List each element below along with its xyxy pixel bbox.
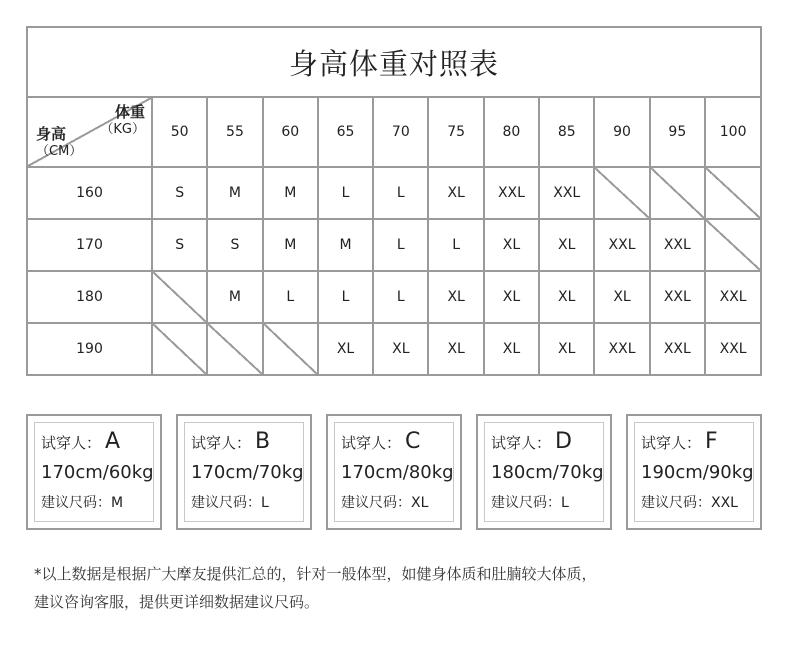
tester-card (626, 414, 762, 530)
weight-header-cell: 75 (428, 98, 483, 167)
tester-card-inner (184, 422, 304, 522)
size-table (28, 98, 760, 374)
size-cell: L (373, 271, 428, 323)
size-cell: XL (484, 219, 539, 271)
size-cell: XL (539, 219, 594, 271)
footnote-line: *以上数据是根据广大摩友提供汇总的，针对一般体型，如健身体质和肚腩较大体质， (34, 565, 597, 583)
size-cell: XL (484, 323, 539, 374)
size-cell: L (318, 167, 373, 219)
tester-title (491, 427, 597, 458)
tester-id: C (405, 429, 421, 454)
weight-header-cell: 55 (207, 98, 262, 167)
footnote-line: 建议咨询客服，提供更详细数据建议尺码。 (34, 593, 320, 611)
tester-size (641, 488, 747, 518)
height-cell: 170 (28, 219, 152, 271)
size-cell: S (152, 167, 207, 219)
table-row (28, 271, 760, 323)
size-cell: M (263, 167, 318, 219)
empty-size-cell (152, 323, 207, 374)
size-cell: XL (539, 271, 594, 323)
tester-card (326, 414, 462, 530)
size-cell: XXL (705, 323, 760, 374)
empty-size-cell (207, 323, 262, 374)
size-cell: L (263, 271, 318, 323)
tester-size-value: XXL (711, 495, 738, 511)
tester-title (341, 427, 447, 458)
height-axis-label: 身高 （CM） (36, 125, 83, 159)
tester-size-label: 建议尺码： (191, 495, 261, 511)
footnote (34, 560, 764, 616)
tester-card (26, 414, 162, 530)
size-cell: XL (428, 271, 483, 323)
weight-header-cell: 85 (539, 98, 594, 167)
weight-header-cell: 80 (484, 98, 539, 167)
tester-label: 试穿人： (341, 434, 402, 452)
tester-label: 试穿人： (641, 434, 702, 452)
tester-size-value: XL (411, 495, 429, 511)
empty-size-cell (594, 167, 649, 219)
chart-title: 身高体重对照表 (28, 28, 760, 98)
size-cell: L (373, 167, 428, 219)
tester-card (176, 414, 312, 530)
tester-card-inner (334, 422, 454, 522)
tester-size-label: 建议尺码： (491, 495, 561, 511)
size-cell: M (318, 219, 373, 271)
tester-stats: 170cm/80kg (341, 462, 454, 483)
tester-label: 试穿人： (41, 434, 102, 452)
weight-axis-label: 体重 （KG） (100, 103, 145, 137)
tester-label: 试穿人： (491, 434, 552, 452)
tester-size (491, 488, 597, 518)
table-row (28, 323, 760, 374)
weight-header-cell: 100 (705, 98, 760, 167)
empty-size-cell (152, 271, 207, 323)
height-cell: 180 (28, 271, 152, 323)
tester-id: F (705, 429, 718, 454)
size-cell: M (263, 219, 318, 271)
height-cell: 190 (28, 323, 152, 374)
corner-header-cell (28, 98, 152, 167)
tester-size (191, 488, 297, 518)
size-cell: XXL (539, 167, 594, 219)
tester-size-value: L (261, 495, 269, 511)
tester-stats: 190cm/90kg (641, 462, 754, 483)
tester-id: A (105, 429, 121, 454)
size-cell: XXL (705, 271, 760, 323)
weight-header-cell: 60 (263, 98, 318, 167)
tester-size (341, 488, 447, 518)
weight-header-cell: 95 (650, 98, 705, 167)
size-cell: XL (594, 271, 649, 323)
size-cell: XL (484, 271, 539, 323)
weight-header-cell: 50 (152, 98, 207, 167)
tester-title (191, 427, 297, 458)
tester-title (641, 427, 747, 458)
size-cell: XL (428, 167, 483, 219)
tester-size-value: M (111, 495, 124, 511)
tester-card-inner (484, 422, 604, 522)
header-row (28, 98, 760, 167)
height-cell: 160 (28, 167, 152, 219)
size-cell: S (152, 219, 207, 271)
size-cell: S (207, 219, 262, 271)
tester-stats: 170cm/60kg (41, 462, 154, 483)
empty-size-cell (263, 323, 318, 374)
tester-size-label: 建议尺码： (341, 495, 411, 511)
tester-size-label: 建议尺码： (641, 495, 711, 511)
size-cell: XL (373, 323, 428, 374)
tester-card (476, 414, 612, 530)
table-row (28, 167, 760, 219)
weight-header-cell: 90 (594, 98, 649, 167)
size-cell: XXL (484, 167, 539, 219)
tester-id: B (255, 429, 271, 454)
tester-title (41, 427, 147, 458)
empty-size-cell (650, 167, 705, 219)
size-cell: M (207, 167, 262, 219)
tester-stats: 180cm/70kg (491, 462, 604, 483)
tester-stats: 170cm/70kg (191, 462, 304, 483)
weight-header-cell: 70 (373, 98, 428, 167)
tester-id: D (555, 429, 572, 454)
size-cell: L (318, 271, 373, 323)
size-cell: XXL (650, 219, 705, 271)
size-cell: XL (539, 323, 594, 374)
size-cell: L (428, 219, 483, 271)
size-cell: M (207, 271, 262, 323)
size-cell: XXL (594, 323, 649, 374)
empty-size-cell (705, 167, 760, 219)
size-cell: XXL (650, 271, 705, 323)
tester-size-value: L (561, 495, 569, 511)
size-cell: XXL (594, 219, 649, 271)
tester-size (41, 488, 147, 518)
tester-size-label: 建议尺码： (41, 495, 111, 511)
tester-card-inner (634, 422, 754, 522)
empty-size-cell (705, 219, 760, 271)
table-row (28, 219, 760, 271)
size-cell: L (373, 219, 428, 271)
tester-label: 试穿人： (191, 434, 252, 452)
size-cell: XL (428, 323, 483, 374)
size-chart (26, 26, 762, 376)
weight-header-cell: 65 (318, 98, 373, 167)
size-cell: XL (318, 323, 373, 374)
size-cell: XXL (650, 323, 705, 374)
tester-cards (26, 414, 762, 530)
tester-card-inner (34, 422, 154, 522)
